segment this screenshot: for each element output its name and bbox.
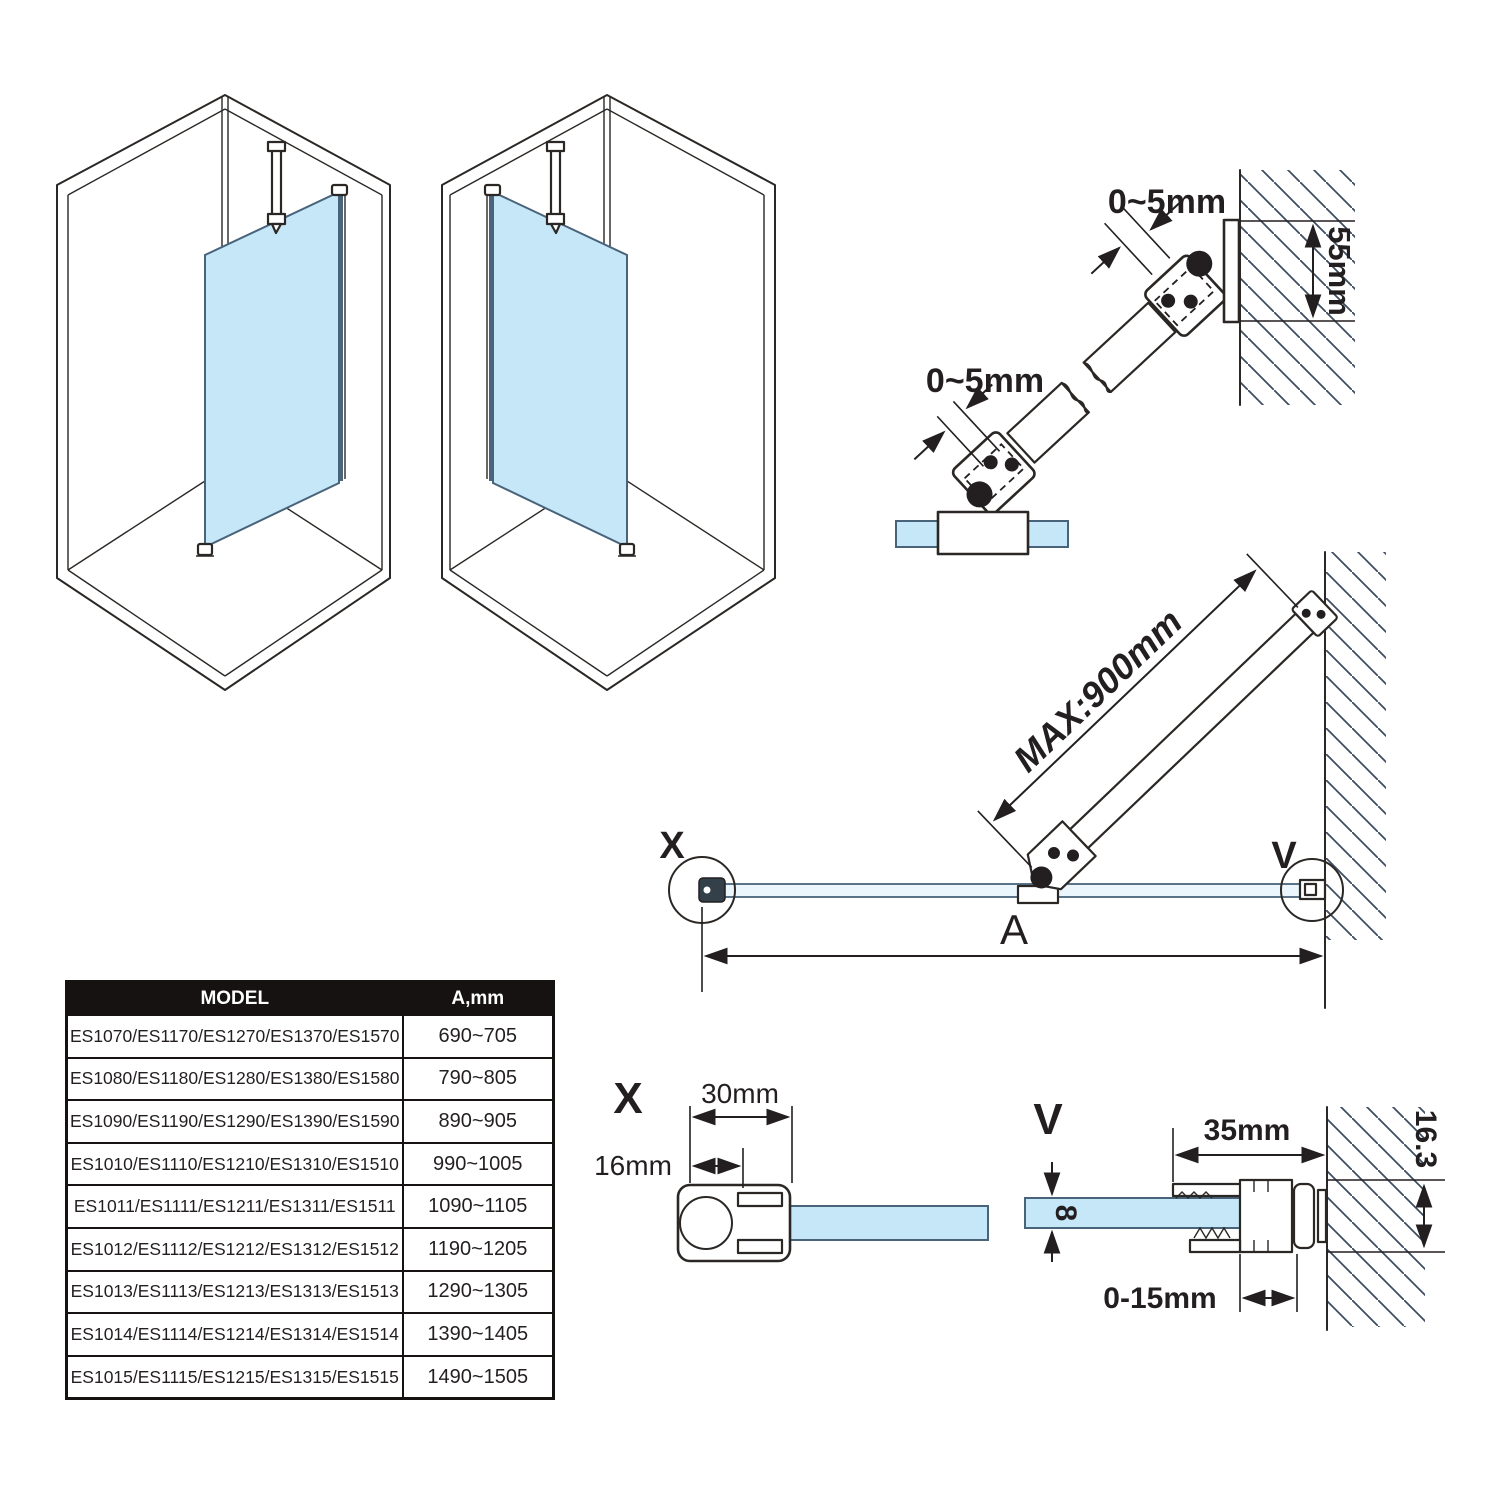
column-header-a-mm: A,mm <box>403 982 554 1016</box>
iso-view-right <box>442 95 775 690</box>
cell-a-mm: 1390~1405 <box>403 1313 554 1356</box>
cell-a-mm: 1190~1205 <box>403 1228 554 1271</box>
cell-a-mm: 1090~1105 <box>403 1185 554 1228</box>
width-dim-label: A <box>999 906 1029 953</box>
cell-a-mm: 890~905 <box>403 1100 554 1143</box>
bracket-detail <box>884 170 1356 554</box>
cell-a-mm: 1490~1505 <box>403 1356 554 1399</box>
detail-v-ref-label: V <box>1271 835 1297 877</box>
gap-bottom-label: 0~5mm <box>925 362 1045 400</box>
cell-model: ES1011/ES1111/ES1211/ES1311/ES1511 <box>67 1185 403 1228</box>
plan-view <box>659 521 1386 1008</box>
profile-bottom-jaw <box>1190 1240 1240 1252</box>
table-row <box>67 1356 554 1399</box>
table-row <box>67 1313 554 1356</box>
cell-model: ES1012/ES1112/ES1212/ES1312/ES1512 <box>67 1228 403 1271</box>
cell-model: ES1070/ES1170/ES1270/ES1370/ES1570 <box>67 1015 403 1058</box>
column-header-model: MODEL <box>67 982 403 1016</box>
gap-top-label: 0~5mm <box>1107 183 1227 221</box>
detail-v-title: V <box>1033 1095 1063 1144</box>
wall-rail <box>1294 1184 1314 1248</box>
wall-bracket <box>485 185 500 195</box>
floor-foot <box>198 544 212 555</box>
wall-plate <box>1224 220 1239 322</box>
cell-model: ES1013/ES1113/ES1213/ES1313/ES1513 <box>67 1271 403 1314</box>
wall-bracket <box>332 185 347 195</box>
glass-panel-edge <box>1028 521 1068 547</box>
model-spec-table <box>65 980 555 1400</box>
detail-v <box>1025 1095 1445 1330</box>
cell-model: ES1015/ES1115/ES1215/ES1315/ES1515 <box>67 1356 403 1399</box>
table-row <box>67 1100 554 1143</box>
ceiling-support-bar <box>268 142 285 233</box>
iso-view-left <box>57 95 390 690</box>
table-header-row <box>67 982 554 1016</box>
table-row <box>67 1185 554 1228</box>
cell-a-mm: 690~705 <box>403 1015 554 1058</box>
table-row <box>67 1271 554 1314</box>
profile-height-label: 16.3 <box>1409 1109 1443 1169</box>
profile-width-label: 35mm <box>1203 1114 1291 1147</box>
glass-panel-edge <box>896 521 938 547</box>
glass-thickness-label: 8 <box>1049 1204 1083 1222</box>
detail-x-title: X <box>613 1074 643 1123</box>
cell-a-mm: 990~1005 <box>403 1143 554 1186</box>
cell-model: ES1014/ES1114/ES1214/ES1314/ES1514 <box>67 1313 403 1356</box>
profile-body <box>1240 1180 1292 1252</box>
adjustment-serration <box>1194 1228 1230 1238</box>
profile-offset-label: 16mm <box>594 1150 672 1181</box>
profile-width-label: 30mm <box>701 1078 779 1109</box>
clamp-jaw-top <box>738 1193 782 1206</box>
table-row <box>67 1143 554 1186</box>
bracket-height-label: 55mm <box>1321 226 1357 316</box>
glass-clamp-block <box>938 512 1028 554</box>
table-row <box>67 1015 554 1058</box>
floor-foot <box>620 544 634 555</box>
table-row <box>67 1228 554 1271</box>
cell-model: ES1090/ES1190/ES1290/ES1390/ES1590 <box>67 1100 403 1143</box>
end-cap-profile <box>699 878 725 902</box>
cell-a-mm: 790~805 <box>403 1058 554 1101</box>
cell-a-mm: 1290~1305 <box>403 1271 554 1314</box>
ceiling-support-bar <box>547 142 564 233</box>
glass-panel <box>205 192 339 547</box>
detail-x <box>594 1074 988 1261</box>
clamp-jaw-bottom <box>738 1240 782 1253</box>
detail-x-ref-label: X <box>659 825 685 867</box>
cell-model: ES1080/ES1180/ES1280/ES1380/ES1580 <box>67 1058 403 1101</box>
adjust-range-label: 0-15mm <box>1103 1282 1217 1315</box>
glass-panel <box>493 192 627 547</box>
cell-model: ES1010/ES1110/ES1210/ES1310/ES1510 <box>67 1143 403 1186</box>
table-row <box>67 1058 554 1101</box>
wall-hatch <box>1326 552 1386 940</box>
table-body <box>67 1015 554 1399</box>
support-tube <box>1070 614 1314 848</box>
support-max-label: MAX:900mm <box>1005 600 1190 780</box>
